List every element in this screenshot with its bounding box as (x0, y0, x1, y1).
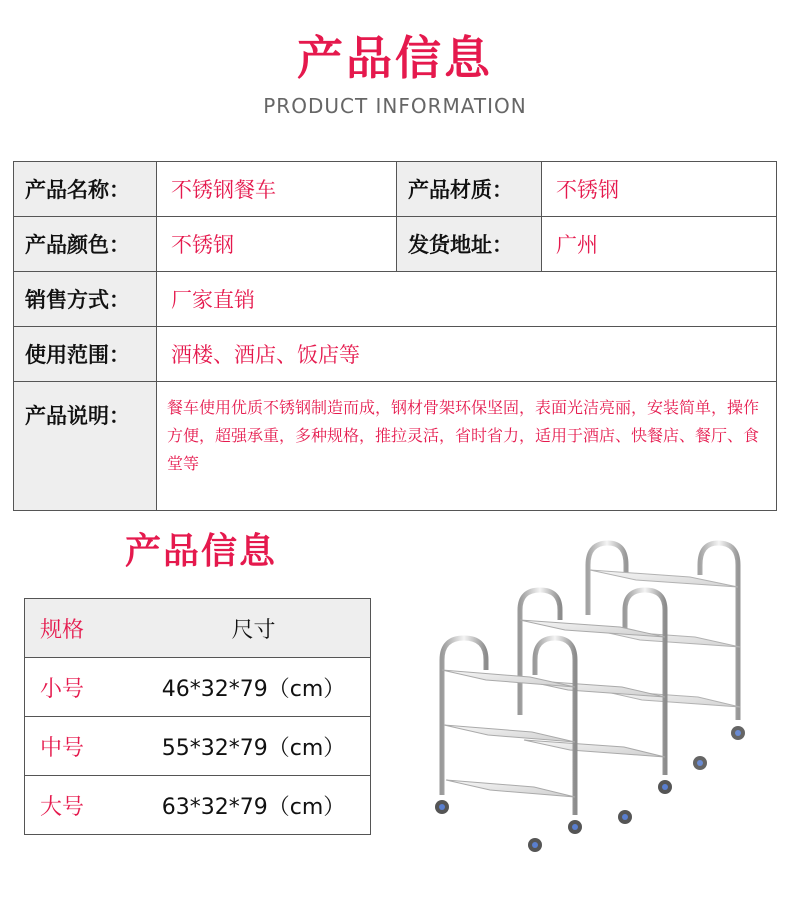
sales-label: 销售方式： (14, 272, 157, 327)
sales-value: 厂家直销 (157, 272, 777, 327)
name-label: 产品名称： (14, 162, 157, 217)
spec-cell: 中号 (25, 717, 138, 776)
table-row (25, 776, 371, 835)
spec-header: 规格 (25, 599, 138, 658)
size-cell: 55*32*79（cm） (137, 717, 371, 776)
table-header-row (25, 599, 371, 658)
material-label: 产品材质： (397, 162, 542, 217)
scope-label: 使用范围： (14, 327, 157, 382)
size-cell: 63*32*79（cm） (137, 776, 371, 835)
material-value: 不锈钢 (542, 162, 777, 217)
product-info-table (13, 161, 777, 511)
color-value: 不锈钢 (157, 217, 397, 272)
table-row (25, 658, 371, 717)
page-subtitle: PRODUCT INFORMATION (263, 94, 527, 118)
scope-value: 酒楼、酒店、饭店等 (157, 327, 777, 382)
section-title: 产品信息 (125, 531, 278, 572)
table-row (25, 717, 371, 776)
color-label: 产品颜色： (14, 217, 157, 272)
table-row (14, 327, 777, 382)
table-row (14, 382, 777, 511)
spec-cell: 小号 (25, 658, 138, 717)
desc-value: 餐车使用优质不锈钢制造而成，钢材骨架环保坚固，表面光洁亮丽，安装简单，操作方便，超强承重，多种规格，推拉灵活，省时省力，适用于酒店、快餐店、餐厅、食堂等 (157, 382, 777, 511)
size-spec-table (24, 598, 371, 835)
ship-value: 广州 (542, 217, 777, 272)
table-row (14, 272, 777, 327)
table-row (14, 217, 777, 272)
table-row (14, 162, 777, 217)
page-title: 产品信息 (297, 31, 493, 85)
name-value: 不锈钢餐车 (157, 162, 397, 217)
ship-label: 发货地址： (397, 217, 542, 272)
spec-cell: 大号 (25, 776, 138, 835)
size-header: 尺寸 (137, 599, 371, 658)
cart-illustration (420, 535, 760, 865)
desc-label: 产品说明： (14, 382, 157, 511)
product-image (420, 535, 760, 869)
size-cell: 46*32*79（cm） (137, 658, 371, 717)
